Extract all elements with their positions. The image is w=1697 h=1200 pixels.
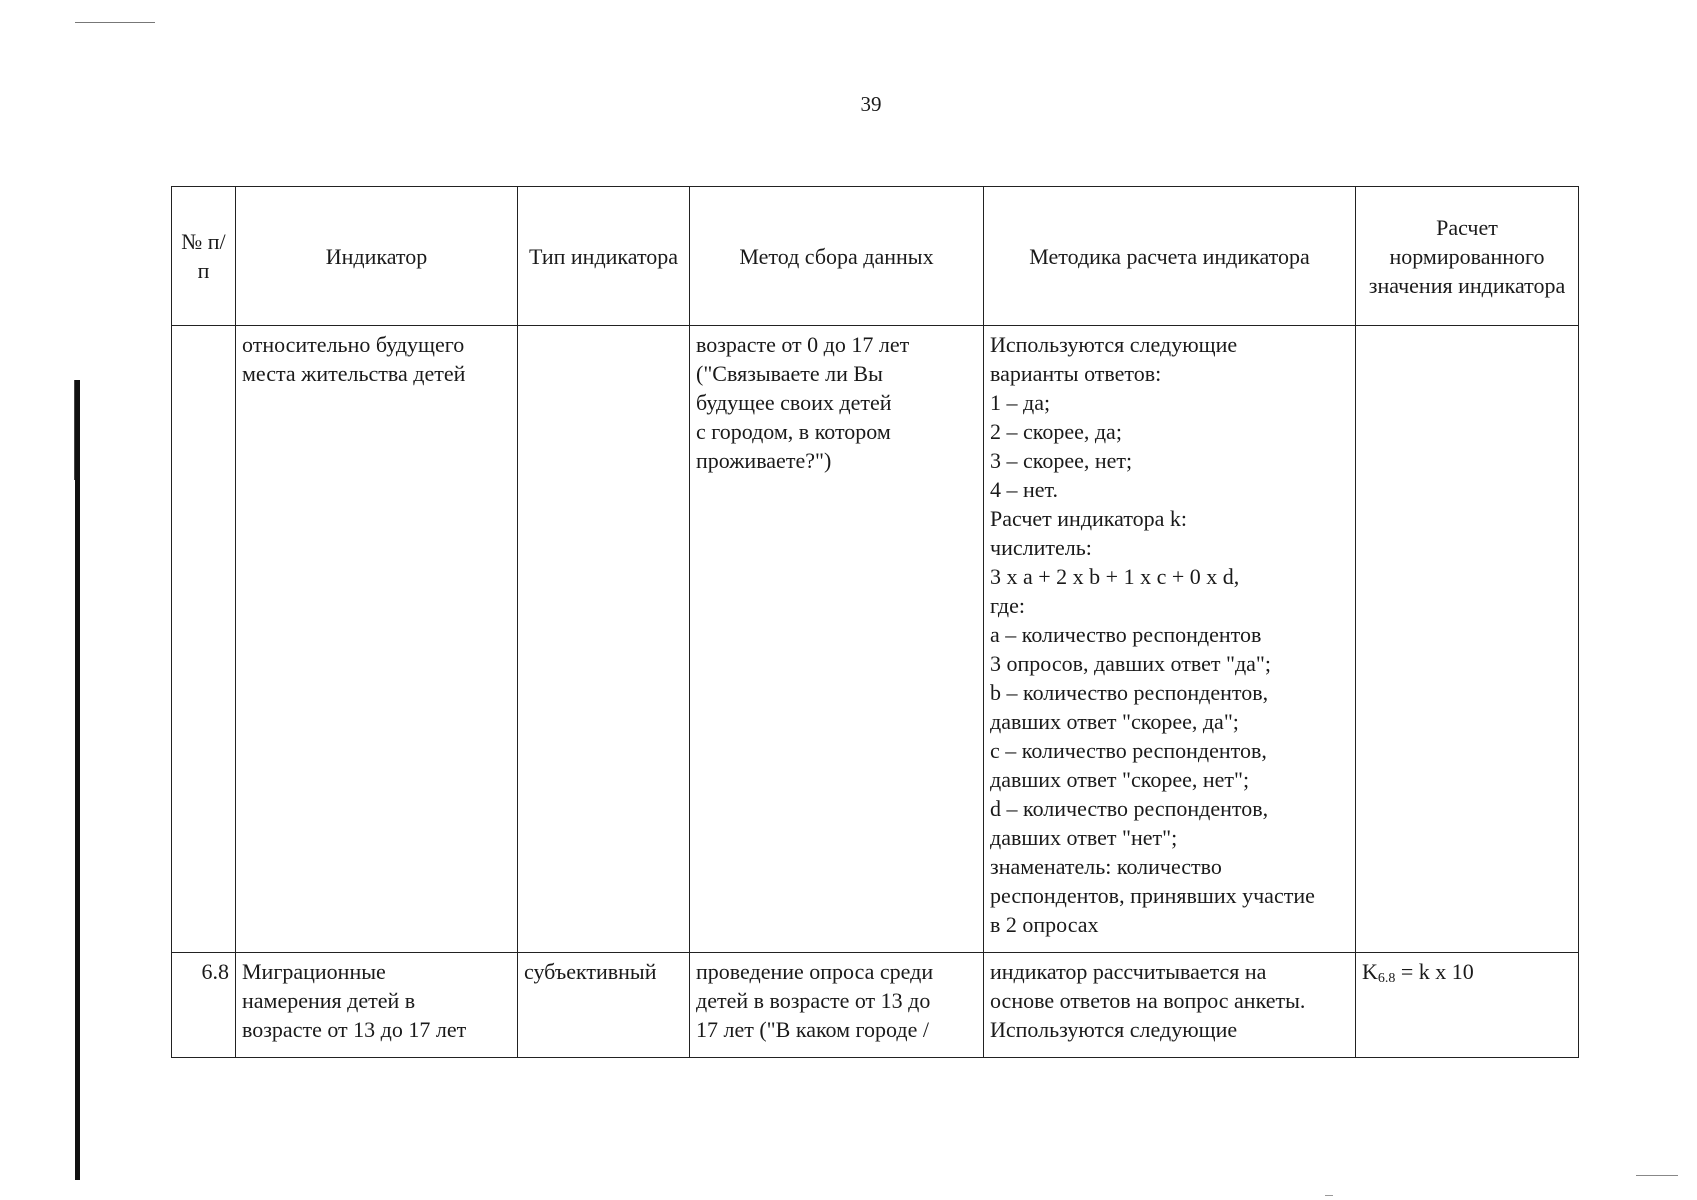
calculation-cell <box>984 326 1356 953</box>
calculation-line: 3 опросов, давших ответ "да"; <box>990 651 1272 676</box>
header-calculation: Методика расчета индикатора <box>984 187 1356 326</box>
indicator-cell <box>236 326 518 953</box>
calculation-line: давших ответ "нет"; <box>990 825 1178 850</box>
row-number-cell: 6.8 <box>172 953 236 1058</box>
indicator-line: Миграционные <box>242 959 386 984</box>
normalized-formula <box>1362 959 1474 984</box>
calculation-line: 3 x a + 2 x b + 1 x c + 0 x d, <box>990 564 1240 589</box>
type-cell: субъективный <box>518 953 690 1058</box>
calculation-line: 2 – скорее, да; <box>990 419 1122 444</box>
indicator-cell <box>236 953 518 1058</box>
calculation-line: давших ответ "скорее, нет"; <box>990 767 1250 792</box>
calculation-line: a – количество респондентов <box>990 622 1262 647</box>
calculation-line: варианты ответов: <box>990 361 1162 386</box>
type-cell <box>518 326 690 953</box>
method-line: детей в возрасте от 13 до <box>696 988 931 1013</box>
method-cell <box>690 326 984 953</box>
header-type: Тип индикатора <box>518 187 690 326</box>
calculation-line: 4 – нет. <box>990 477 1058 502</box>
method-line: возрасте от 0 до 17 лет <box>696 332 910 357</box>
binding-edge <box>75 380 80 1180</box>
calculation-line: 3 – скорее, нет; <box>990 448 1133 473</box>
table-header-row <box>172 187 1579 326</box>
method-cell <box>690 953 984 1058</box>
normalized-cell <box>1356 953 1579 1058</box>
calculation-cell <box>984 953 1356 1058</box>
scan-mark-top <box>75 22 155 23</box>
header-normalized: Расчет нормированного значения индикатора <box>1356 187 1579 326</box>
method-line: проведение опроса среди <box>696 959 934 984</box>
calculation-line: d – количество респондентов, <box>990 796 1269 821</box>
formula-expression: = k x 10 <box>1395 959 1474 984</box>
indicator-line: намерения детей в <box>242 988 416 1013</box>
scan-mark-bottom <box>1636 1175 1678 1176</box>
header-number: № п/п <box>172 187 236 326</box>
method-line: с городом, в котором <box>696 419 891 444</box>
calculation-line: 1 – да; <box>990 390 1051 415</box>
calculation-line: Используются следующие <box>990 332 1238 357</box>
normalized-cell <box>1356 326 1579 953</box>
table-row <box>172 326 1579 953</box>
calculation-line: где: <box>990 593 1025 618</box>
method-line: будущее своих детей <box>696 390 892 415</box>
method-line: проживаете?") <box>696 448 832 473</box>
indicators-table <box>171 186 1579 1058</box>
indicator-line: места жительства детей <box>242 361 466 386</box>
calculation-line: Расчет индикатора k: <box>990 506 1188 531</box>
header-indicator: Индикатор <box>236 187 518 326</box>
method-line: ("Связываете ли Вы <box>696 361 883 386</box>
row-number-cell <box>172 326 236 953</box>
calculation-line: респондентов, принявших участие <box>990 883 1315 908</box>
calculation-line: основе ответов на вопрос анкеты. <box>990 988 1306 1013</box>
table-row <box>172 953 1579 1058</box>
calculation-line: c – количество респондентов, <box>990 738 1267 763</box>
method-line: 17 лет ("В каком городе / <box>696 1017 929 1042</box>
indicator-line: возрасте от 13 до 17 лет <box>242 1017 467 1042</box>
calculation-line: b – количество респондентов, <box>990 680 1269 705</box>
calculation-line: знаменатель: количество <box>990 854 1222 879</box>
calculation-line: Используются следующие <box>990 1017 1238 1042</box>
calculation-line: индикатор рассчитывается на <box>990 959 1267 984</box>
calculation-line: в 2 опросах <box>990 912 1099 937</box>
calculation-line: числитель: <box>990 535 1092 560</box>
calculation-line: давших ответ "скорее, да"; <box>990 709 1239 734</box>
scan-speck <box>1325 1195 1333 1196</box>
formula-subscript: 6.8 <box>1377 971 1396 986</box>
indicator-line: относительно будущего <box>242 332 465 357</box>
header-method: Метод сбора данных <box>690 187 984 326</box>
formula-base: K <box>1362 959 1378 984</box>
page-number: 39 <box>860 92 882 116</box>
